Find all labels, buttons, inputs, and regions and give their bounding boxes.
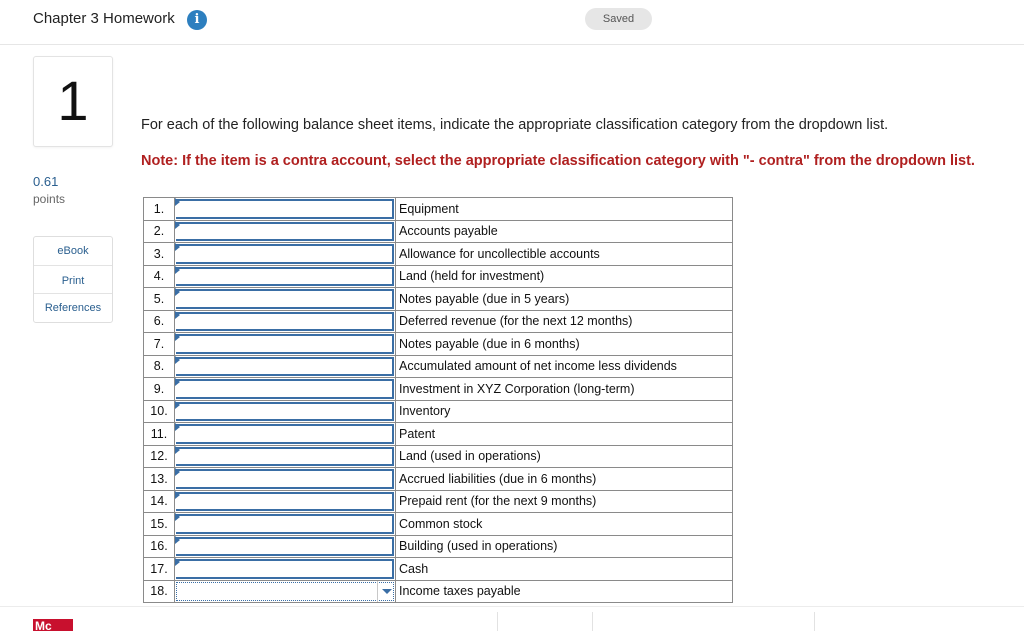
balance-sheet-item: Deferred revenue (for the next 12 months) (396, 310, 733, 333)
dropdown-field[interactable] (176, 469, 394, 489)
table-row (144, 558, 733, 581)
dropdown-marker-icon (175, 401, 180, 409)
row-number: 14. (144, 490, 175, 513)
row-number: 2. (144, 220, 175, 243)
classification-dropdown[interactable] (175, 558, 396, 581)
row-number: 3. (144, 243, 175, 266)
table-row (144, 355, 733, 378)
row-number: 16. (144, 535, 175, 558)
row-number: 12. (144, 445, 175, 468)
dropdown-field[interactable] (176, 514, 394, 534)
classification-dropdown[interactable] (175, 333, 396, 356)
table-row (144, 580, 733, 603)
balance-sheet-item: Notes payable (due in 5 years) (396, 288, 733, 311)
dropdown-marker-icon (175, 378, 180, 386)
classification-dropdown[interactable] (175, 288, 396, 311)
classification-dropdown[interactable] (175, 445, 396, 468)
dropdown-marker-icon (175, 513, 180, 521)
row-number: 17. (144, 558, 175, 581)
dropdown-field[interactable] (176, 289, 394, 309)
balance-sheet-item: Accrued liabilities (due in 6 months) (396, 468, 733, 491)
row-number: 4. (144, 265, 175, 288)
row-number: 9. (144, 378, 175, 401)
dropdown-field[interactable] (176, 334, 394, 354)
classification-dropdown[interactable] (175, 468, 396, 491)
classification-dropdown[interactable] (175, 355, 396, 378)
table-row (144, 423, 733, 446)
dropdown-marker-icon (175, 491, 180, 499)
mcgraw-hill-logo: Mc (33, 619, 73, 631)
classification-dropdown[interactable] (175, 265, 396, 288)
dropdown-field[interactable] (176, 559, 394, 579)
dropdown-field[interactable] (176, 402, 394, 422)
classification-dropdown[interactable] (175, 243, 396, 266)
print-link[interactable]: Print (61, 275, 85, 287)
question-number-box (33, 56, 113, 147)
classification-dropdown[interactable] (175, 400, 396, 423)
classification-dropdown[interactable] (175, 310, 396, 333)
dropdown-field[interactable] (176, 267, 394, 287)
dropdown-field[interactable] (176, 357, 394, 377)
dropdown-marker-icon (175, 266, 180, 274)
points-label: points (33, 192, 66, 206)
dropdown-marker-icon (175, 423, 180, 431)
table-row (144, 400, 733, 423)
classification-dropdown[interactable] (175, 490, 396, 513)
dropdown-marker-icon (175, 446, 180, 454)
resource-tools (33, 236, 113, 323)
balance-sheet-item: Inventory (396, 400, 733, 423)
classification-dropdown[interactable] (175, 378, 396, 401)
assignment-title: Chapter 3 Homework (33, 10, 175, 27)
balance-sheet-item: Building (used in operations) (396, 535, 733, 558)
balance-sheet-item: Common stock (396, 513, 733, 536)
classification-dropdown[interactable] (175, 423, 396, 446)
balance-sheet-item: Cash (396, 558, 733, 581)
footer-separator (497, 612, 498, 631)
balance-sheet-item: Land (used in operations) (396, 445, 733, 468)
table-row (144, 198, 733, 221)
balance-sheet-item: Income taxes payable (396, 580, 733, 603)
row-number: 10. (144, 400, 175, 423)
dropdown-field[interactable] (176, 379, 394, 399)
row-number: 7. (144, 333, 175, 356)
table-row (144, 468, 733, 491)
table-row (144, 220, 733, 243)
balance-sheet-item: Allowance for uncollectible accounts (396, 243, 733, 266)
row-number: 8. (144, 355, 175, 378)
dropdown-field[interactable] (176, 312, 394, 332)
classification-table (143, 197, 733, 603)
classification-dropdown[interactable] (175, 220, 396, 243)
table-row (144, 378, 733, 401)
table-row (144, 490, 733, 513)
classification-dropdown[interactable] (175, 535, 396, 558)
tools-divider (34, 265, 112, 266)
info-icon[interactable]: i (187, 10, 207, 30)
table-row (144, 333, 733, 356)
balance-sheet-item: Accounts payable (396, 220, 733, 243)
table-row (144, 310, 733, 333)
table-row (144, 445, 733, 468)
dropdown-marker-icon (175, 333, 180, 341)
balance-sheet-item: Investment in XYZ Corporation (long-term) (396, 378, 733, 401)
dropdown-field[interactable] (176, 424, 394, 444)
row-number: 1. (144, 198, 175, 221)
balance-sheet-item: Patent (396, 423, 733, 446)
points-value: 0.61 (33, 174, 59, 189)
question-note: Note: If the item is a contra account, select the appropriate classification category with "- contra" from the dropdown list. (141, 153, 975, 169)
ebook-link[interactable]: eBook (57, 245, 89, 257)
row-number: 6. (144, 310, 175, 333)
question-number: 1 (57, 69, 89, 132)
dropdown-marker-icon (175, 558, 180, 566)
table-row (144, 288, 733, 311)
dropdown-marker-icon (175, 311, 180, 319)
tools-divider (34, 293, 112, 294)
dropdown-field[interactable] (176, 199, 394, 219)
dropdown-marker-icon (175, 221, 180, 229)
dropdown-field[interactable] (176, 447, 394, 467)
table-row (144, 265, 733, 288)
dropdown-toggle[interactable] (377, 581, 395, 603)
dropdown-field[interactable] (176, 222, 394, 242)
dropdown-marker-icon (175, 243, 180, 251)
dropdown-marker-icon (175, 468, 180, 476)
dropdown-field[interactable] (176, 492, 394, 512)
dropdown-marker-icon (175, 356, 180, 364)
row-number: 11. (144, 423, 175, 446)
question-instructions: For each of the following balance sheet items, indicate the appropriate classification category from the dropdown list. (141, 117, 889, 133)
footer-separator (592, 612, 593, 631)
dropdown-field[interactable] (176, 537, 394, 557)
classification-dropdown[interactable] (175, 198, 396, 221)
balance-sheet-item: Prepaid rent (for the next 9 months) (396, 490, 733, 513)
dropdown-marker-icon (175, 536, 180, 544)
references-link[interactable]: References (44, 302, 102, 314)
table-row (144, 535, 733, 558)
row-number: 15. (144, 513, 175, 536)
balance-sheet-item: Equipment (396, 198, 733, 221)
footer-separator (814, 612, 815, 631)
dropdown-focus-outline (176, 582, 394, 602)
dropdown-marker-icon (175, 198, 180, 206)
table-row (144, 243, 733, 266)
row-number: 5. (144, 288, 175, 311)
row-number: 18. (144, 580, 175, 603)
balance-sheet-item: Accumulated amount of net income less dividends (396, 355, 733, 378)
dropdown-field[interactable] (176, 244, 394, 264)
balance-sheet-item: Land (held for investment) (396, 265, 733, 288)
chevron-down-icon (382, 589, 392, 594)
classification-dropdown[interactable] (175, 513, 396, 536)
row-number: 13. (144, 468, 175, 491)
table-row (144, 513, 733, 536)
top-bar (0, 0, 1024, 45)
footer-divider (0, 606, 1024, 607)
saved-status-badge: Saved (585, 8, 652, 30)
classification-dropdown[interactable] (175, 580, 396, 603)
dropdown-marker-icon (175, 288, 180, 296)
balance-sheet-item: Notes payable (due in 6 months) (396, 333, 733, 356)
